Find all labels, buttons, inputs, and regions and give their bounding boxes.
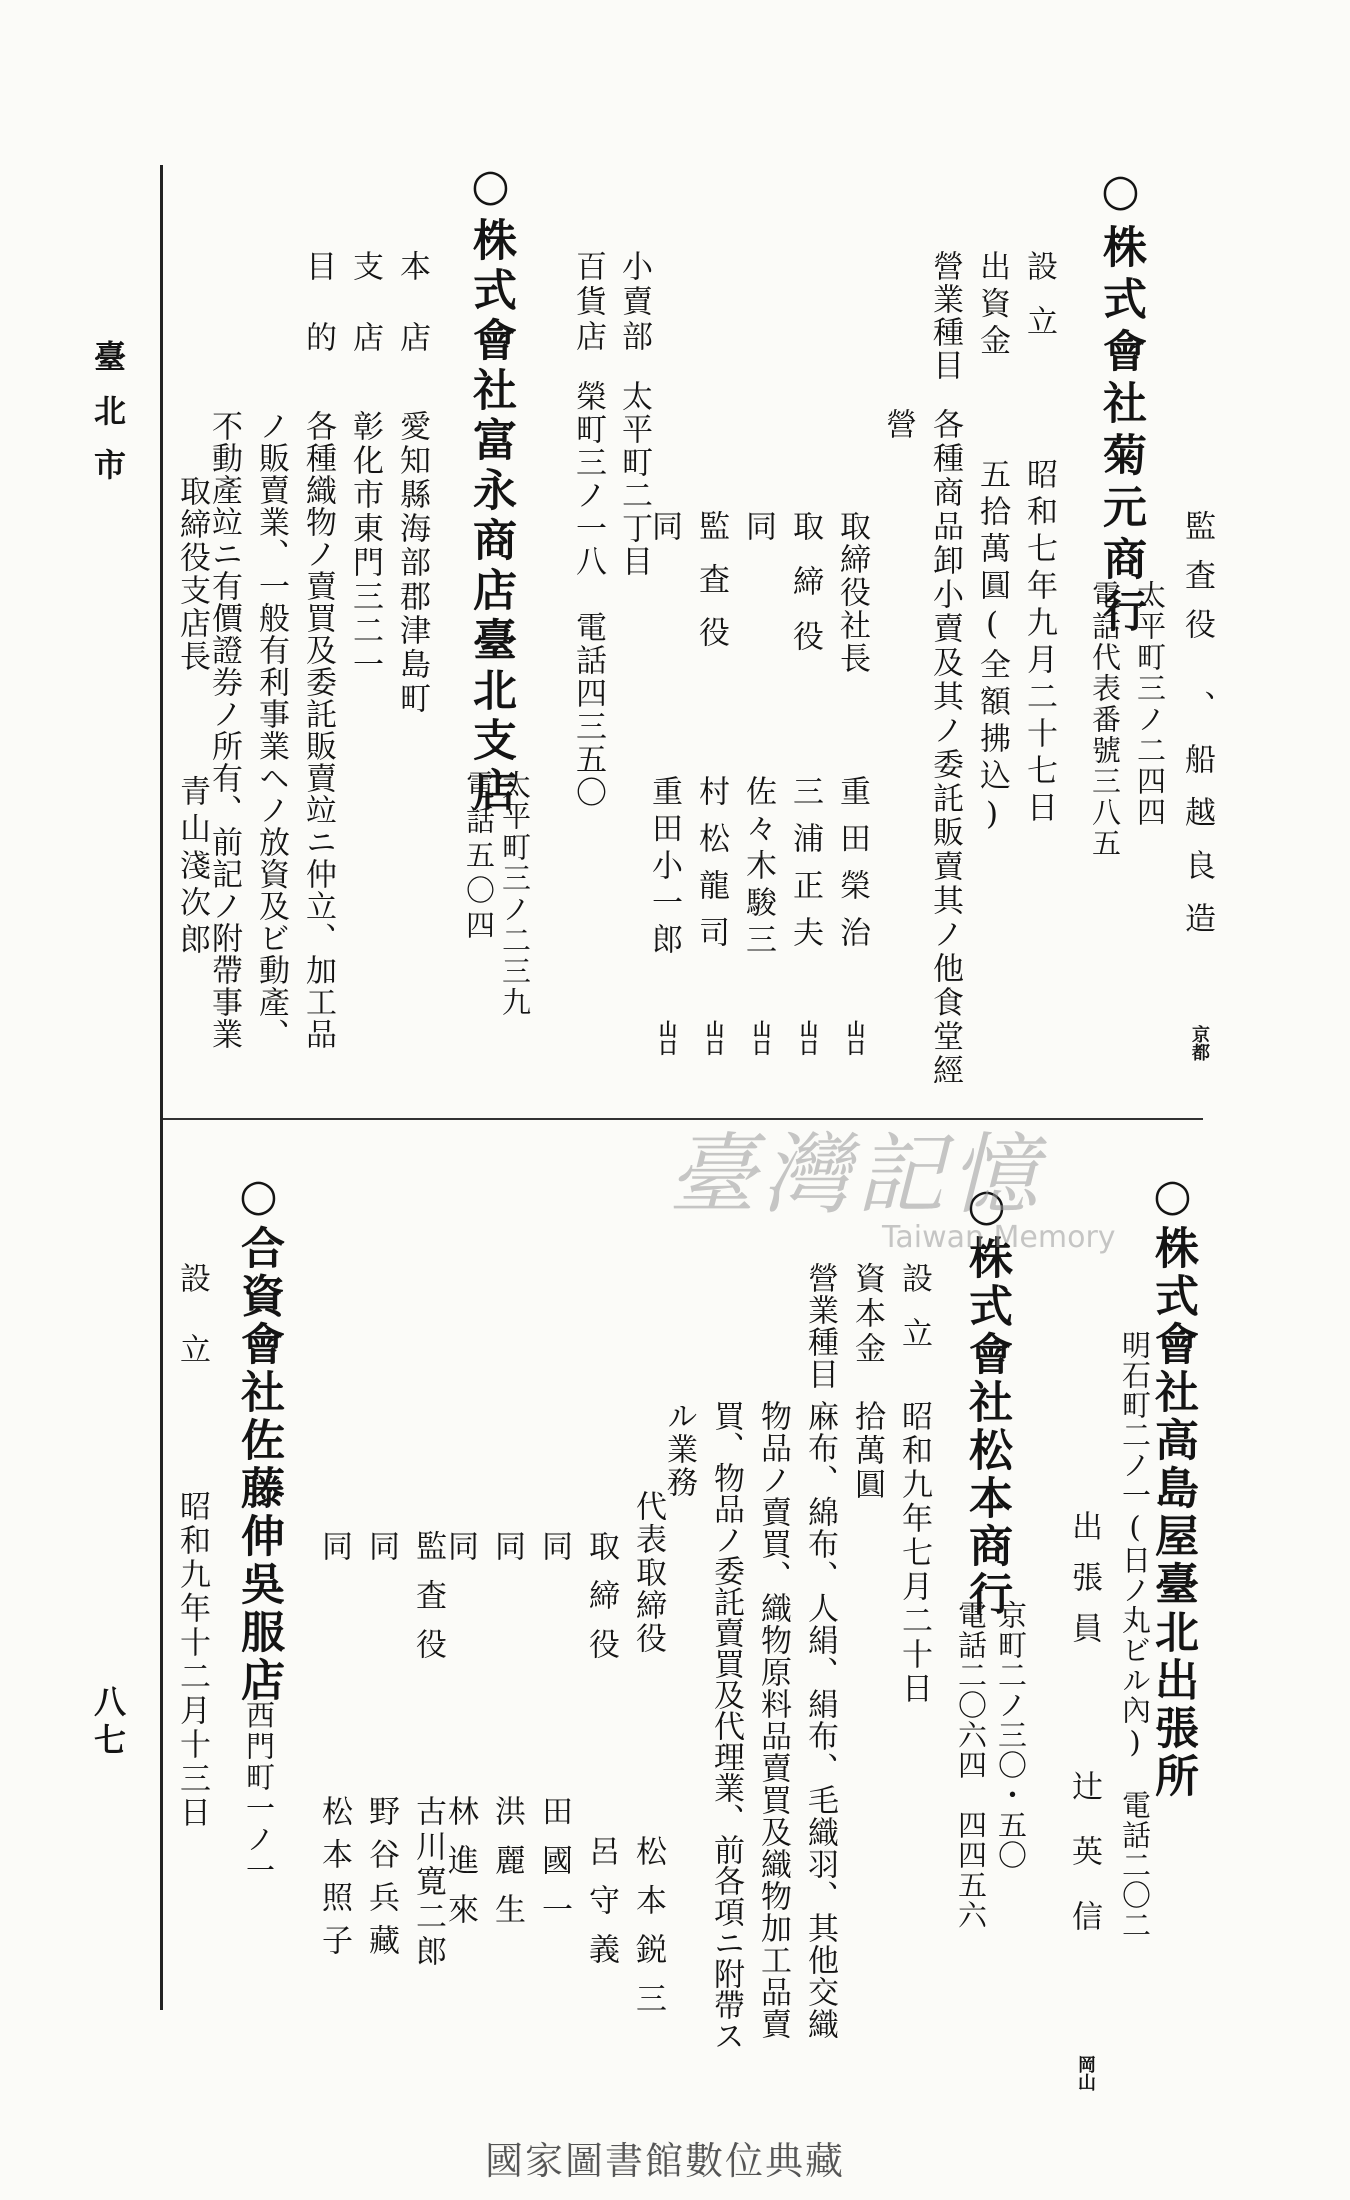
matsumoto-officer-role: 同 [316,1530,352,1567]
page-number: 八七 [89,1685,127,1761]
matsumoto-business-label: 營業種目 [802,1262,838,1390]
tominaga-officer-name: 青山淺次郎 [174,775,210,960]
sato-title: ○合資會社佐藤伸吳服店 [233,1170,284,1705]
kikumoto-branch-retail-value: 太平町二丁目 [616,380,652,578]
prev-auditor-name: 、船越良造 [1179,690,1215,955]
kikumoto-officer-name: 重田榮治 [834,775,870,963]
matsumoto-business-line: 麻布、綿布、人絹、絹布、毛織羽、其他交織 [802,1400,838,2040]
matsumoto-officer-role: 代表取締役 [630,1490,666,1655]
matsumoto-est-value: 昭和九年七月二十日 [896,1400,932,1706]
matsumoto-business-line: 物品ノ賣買、織物原料品賣買及織物加工品賣 [755,1400,791,2040]
matsumoto-officer-name: 古川寛二郎 [410,1795,446,1970]
kikumoto-officer-loc: 山口 [703,1020,724,1056]
matsumoto-officer-name: 林進來 [442,1795,478,1942]
matsumoto-officer-name: 呂守義 [583,1835,619,1982]
matsumoto-officer-name: 洪麗生 [489,1795,525,1942]
tominaga-title: ○株式會社富永商店臺北支店 [465,160,516,817]
tominaga-address: 太平町三ノ二三九 [498,770,532,1018]
matsumoto-title: ○株式會社松本商行 [961,1180,1012,1619]
kikumoto-est-label: 設立 [1021,250,1057,360]
watermark-logo: 臺灣記憶 [668,1123,1045,1226]
footer-credit: 國家圖書館數位典藏 [485,2139,846,2183]
sato-address: 西門町一ノ一 [242,1700,276,1886]
matsumoto-officer-name: 松本鋭三 [630,1835,666,2031]
matsumoto-officer-role: 同 [363,1530,399,1567]
matsumoto-capital-value: 拾萬圓 [849,1400,885,1502]
kikumoto-officer-name: 重田小一郎 [646,775,682,960]
takashimaya-officer-name: 辻英信 [1066,1770,1102,1965]
kikumoto-title: ○株式會社菊元商行 [1095,165,1146,640]
kikumoto-officer-role: 取締役社長 [834,510,870,675]
matsumoto-officer-name: 田國一 [536,1795,572,1942]
tominaga-hq-label: 本店 [394,250,430,392]
kikumoto-officer-loc: 山口 [750,1020,771,1056]
matsumoto-officer-role: 同 [489,1530,525,1567]
kikumoto-branch-dept-value: 榮町三ノ一八 電話四三五〇 [570,380,606,809]
takashimaya-officer-role: 出張員 [1066,1510,1102,1663]
tominaga-purpose-line: ノ販賣業、一般有利事業ヘノ放資及ビ動產、 [253,410,289,1050]
tominaga-branch-value: 彰化市東門三二一 [347,410,383,682]
watermark-subtitle: Taiwan Memory [882,1220,1116,1255]
takashimaya-title: ○株式會社高島屋臺北出張所 [1147,1170,1198,1801]
matsumoto-officer-role: 取締役 [583,1530,619,1677]
kikumoto-capital-label: 出資金 [974,250,1010,361]
kikumoto-phone: 電話代表番號三八五 [1088,580,1122,859]
running-head-city: 臺北市 [89,340,127,502]
page-left-rule [160,165,163,2010]
matsumoto-business-line: ル業務 [661,1400,697,1499]
kikumoto-branch-retail-label: 小賣部 [616,250,652,355]
tominaga-phone: 電話五〇四 [462,770,496,945]
kikumoto-business-value: 各種商品卸小賣及其ノ委託販賣其ノ他食堂經 [927,408,963,1088]
matsumoto-capital-label: 資本金 [849,1262,885,1367]
matsumoto-officer-role: 監査役 [410,1530,446,1677]
prev-auditor-role: 監査役 [1179,510,1215,657]
matsumoto-officer-role: 同 [536,1530,572,1567]
kikumoto-business-value-2: 營 [880,408,916,445]
kikumoto-officer-name: 佐々木駿三 [740,775,776,960]
prev-auditor-loc: 京都 [1189,1025,1210,1061]
takashimaya-officer-loc: 岡山 [1075,2055,1096,2091]
matsumoto-officer-name: 野谷兵藏 [363,1795,399,1967]
kikumoto-officer-loc: 山口 [656,1020,677,1056]
kikumoto-branch-dept-label: 百貨店 [570,250,606,355]
kikumoto-officer-role: 同 [646,510,682,547]
tominaga-purpose-line: 各種織物ノ賣買及委託販賣竝ニ仲立、加工品 [300,410,336,1050]
matsumoto-officer-role: 同 [442,1530,478,1567]
sato-est-value: 昭和九年十二月十三日 [174,1490,210,1830]
tominaga-branch-label: 支店 [347,250,383,392]
kikumoto-officer-name: 村松龍司 [693,775,729,963]
kikumoto-business-label: 營業種目 [927,250,963,382]
takashimaya-address: 明石町二ノ一(日ノ丸ビル內) 電話二〇二 [1118,1330,1152,1940]
kikumoto-capital-value: 五拾萬圓(全額拂込) [974,458,1010,838]
kikumoto-officer-loc: 山口 [797,1020,818,1056]
kikumoto-officer-loc: 山口 [844,1020,865,1056]
kikumoto-est-value: 昭和七年九月二十七日 [1021,458,1057,828]
matsumoto-address: 京町二ノ三〇・五〇 [994,1600,1028,1870]
tominaga-officer-role: 取締役支店長 [174,475,210,673]
kikumoto-address: 太平町三ノ二四四 [1133,580,1167,828]
matsumoto-officer-name: 松本照子 [316,1795,352,1967]
tominaga-hq-value: 愛知縣海部郡津島町 [394,410,430,716]
tominaga-purpose-line: 不動產竝ニ有價證券ノ所有、前記ノ附帶事業 [206,410,242,1050]
matsumoto-est-label: 設立 [896,1262,932,1372]
kikumoto-officer-name: 三浦正夫 [787,775,823,963]
tominaga-purpose-label: 目的 [300,250,336,392]
sato-est-label: 設立 [174,1262,210,1404]
kikumoto-officer-role: 監査役 [693,510,729,669]
kikumoto-officer-role: 同 [740,510,776,547]
kikumoto-officer-role: 取締役 [787,510,823,675]
matsumoto-business-line: 買、物品ノ委託賣買及代理業、前各項ニ附帶ス [708,1400,744,2051]
matsumoto-phone: 電話二〇六四 四四五六 [954,1600,988,1930]
